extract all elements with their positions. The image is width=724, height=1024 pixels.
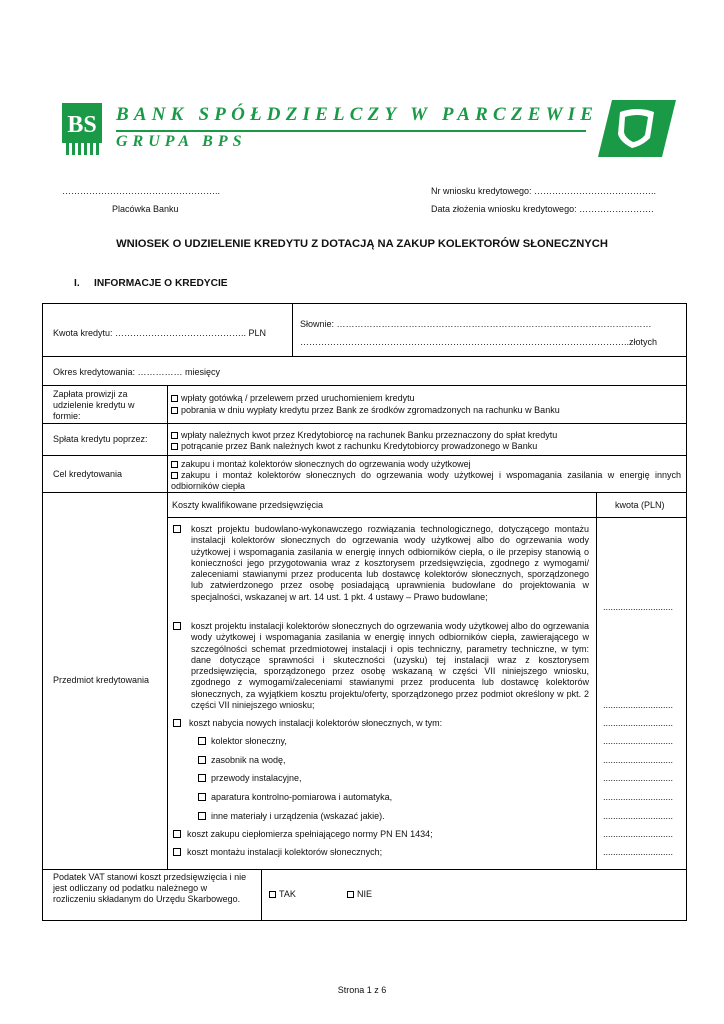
- purpose-label: Cel kredytowania: [53, 469, 123, 479]
- sub1-checkbox[interactable]: [198, 737, 206, 745]
- section-heading: I. INFORMACJE O KREDYCIE: [74, 278, 228, 289]
- bps-logo: [598, 100, 676, 157]
- purpose-option-water-heating[interactable]: zakupu i montaż kolektorów słonecznych do ogrzewania wody użytkowej i wspomagania zasilania w energię innych odbiorników ciepła: [171, 470, 681, 491]
- checkbox[interactable]: [171, 472, 178, 479]
- costs-header: Koszty kwalifikowane przedsięwzięcia: [172, 500, 324, 510]
- checkbox[interactable]: [171, 461, 178, 468]
- cost5-checkbox[interactable]: [173, 848, 181, 856]
- vat-label: Podatek VAT stanowi koszt przedsięwzięcia i nie jest odliczany od podatku należnego w rozliczeniu składanym do Urzędu Skarbowego.: [53, 872, 247, 904]
- document-title: WNIOSEK O UDZIELENIE KREDYTU Z DOTACJĄ NA ZAKUP KOLEKTORÓW SŁONECZNYCH: [116, 238, 608, 250]
- cost4-checkbox[interactable]: [173, 830, 181, 838]
- checkbox[interactable]: [347, 891, 354, 898]
- loan-amount-field[interactable]: Kwota kredytu: …………………………………….. PLN: [53, 328, 267, 338]
- commission-label: Zapłata prowizji za udzielenie kredytu w formie:: [53, 389, 135, 421]
- cost5-text: koszt montażu instalacji kolektorów słonecznych;: [187, 847, 383, 857]
- subject-label: Przedmiot kredytowania: [53, 675, 150, 685]
- repayment-option-deduct[interactable]: potrącanie przez Bank należnych kwot z rachunku Kredytobiorcy prowadzonego w Banku: [171, 441, 537, 452]
- cost2-text: koszt projektu instalacji kolektorów słonecznych do ogrzewania wody użytkowej albo do ogrzewania wody użytkowej i wspomagania zasilania w energię innych odbiorników ciepła, zawierającego w szczególności schemat przedmiotowej instalacji i opis techniczny, parametry techniczne, w tym: dane dotyczące sprawności i skuteczności (uzysku) tej instalacji wraz z kosztorysem przedsięwzięcia, sporządzonego przez osobę wskazaną w części VII niniejszego wniosku, zgodnego z wymogami/zaleceniami stawianymi przez producenta lub dostawcę kolektorów słonecznych, za wyjątkiem kosztu projektu/oferty, sporządzonego przez podmiot określony w pkt. 2 części VII niniejszego wniosku;: [191, 621, 589, 711]
- checkbox[interactable]: [269, 891, 276, 898]
- amount-in-words-field[interactable]: Słownie: ……………………………………………………………………………………………: [300, 319, 652, 329]
- sub3-text: przewody instalacyjne,: [211, 773, 302, 783]
- commission-option-deduct[interactable]: pobrania w dniu wypłaty kredytu przez Bank ze środków zgromadzonych na rachunku w Banku: [171, 405, 560, 416]
- bs-logo: [62, 103, 102, 155]
- sub2-text: zasobnik na wodę,: [211, 755, 286, 765]
- vat-no-option[interactable]: NIE: [347, 889, 372, 900]
- credit-info-table: [42, 303, 687, 921]
- cost1-amount-field[interactable]: ............................: [603, 602, 674, 612]
- sub3-amount-field[interactable]: ............................: [603, 773, 674, 783]
- cost3-checkbox[interactable]: [173, 719, 181, 727]
- group-name: GRUPA BPS: [116, 133, 247, 150]
- cost5-amount-field[interactable]: ............................: [603, 847, 674, 857]
- sub1-amount-field[interactable]: ............................: [603, 736, 674, 746]
- checkbox[interactable]: [171, 443, 178, 450]
- cost3-text: koszt nabycia nowych instalacji kolektorów słonecznych, w tym:: [189, 718, 443, 728]
- cost4-text: koszt zakupu ciepłomierza spełniającego normy PN EN 1434;: [187, 829, 433, 839]
- vat-yes-option[interactable]: TAK: [269, 889, 296, 900]
- commission-option-cash[interactable]: wpłaty gotówką / przelewem przed uruchomieniem kredytu: [171, 393, 415, 404]
- sub5-amount-field[interactable]: ............................: [603, 811, 674, 821]
- sub3-checkbox[interactable]: [198, 774, 206, 782]
- amount-in-words-line2[interactable]: ………………………………………………………………………………………………..złotych: [300, 337, 658, 347]
- repayment-option-transfer[interactable]: wpłaty należnych kwot przez Kredytobiorcę na rachunek Banku przeznaczony do spłat kredytu: [171, 430, 557, 441]
- sub4-text: aparatura kontrolno-pomiarowa i automatyka,: [211, 792, 393, 802]
- sub2-amount-field[interactable]: ............................: [603, 755, 674, 765]
- branch-field[interactable]: ……………………………………………..: [62, 186, 221, 196]
- sub2-checkbox[interactable]: [198, 756, 206, 764]
- repayment-label: Spłata kredytu poprzez:: [53, 434, 148, 444]
- checkbox[interactable]: [171, 432, 178, 439]
- branch-label: Placówka Banku: [112, 204, 179, 214]
- application-number-field[interactable]: Nr wniosku kredytowego: …………………………………..: [431, 186, 657, 196]
- amount-header: kwota (PLN): [615, 500, 665, 510]
- cost2-checkbox[interactable]: [173, 622, 181, 630]
- sub4-amount-field[interactable]: ............................: [603, 792, 674, 802]
- page-number: Strona 1 z 6: [337, 985, 387, 995]
- cost3-amount-field[interactable]: ............................: [603, 718, 674, 728]
- sub4-checkbox[interactable]: [198, 793, 206, 801]
- loan-period-field[interactable]: Okres kredytowania: …………… miesięcy: [53, 367, 221, 377]
- cost4-amount-field[interactable]: ............................: [603, 829, 674, 839]
- sub5-text: inne materiały i urządzenia (wskazać jakie).: [211, 811, 385, 821]
- sub1-text: kolektor słoneczny,: [211, 736, 287, 746]
- svg-text:BS: BS: [67, 112, 97, 138]
- sub5-checkbox[interactable]: [198, 812, 206, 820]
- cost1-text: koszt projektu budowlano-wykonawczego rozwiązania technologicznego, dotyczącego montażu instalacji kolektorów słonecznych do ogrzewania wody użytkowej albo do ogrzewania wody użytkowej i wspomagania zasilania w energię innych odbiorników ciepła, o ile przepisy stanowią o konieczności jego przygotowania wraz z kosztorysem przedsięwzięcia, zgodnego z wymogami/ zaleceniami stawianymi przez producenta lub dostawcę kolektorów słonecznych, sporządzonego lub zatwierdzonego przez osobę posiadającą uprawnienia budowlane do projektowania w specjalności, wskazanej w art. 14 ust. 1 pkt. 4 ustawy – Prawo budowlane;: [191, 524, 589, 602]
- cost2-amount-field[interactable]: ............................: [603, 700, 674, 710]
- checkbox[interactable]: [171, 407, 178, 414]
- bank-name: BANK SPÓŁDZIELCZY W PARCZEWIE: [116, 104, 599, 125]
- purpose-option-water[interactable]: zakupu i montaż kolektorów słonecznych do ogrzewania wody użytkowej: [171, 459, 471, 470]
- checkbox[interactable]: [171, 395, 178, 402]
- application-date-field[interactable]: Data złożenia wniosku kredytowego: …………………….: [431, 204, 654, 214]
- header-divider: [116, 130, 586, 132]
- cost1-checkbox[interactable]: [173, 525, 181, 533]
